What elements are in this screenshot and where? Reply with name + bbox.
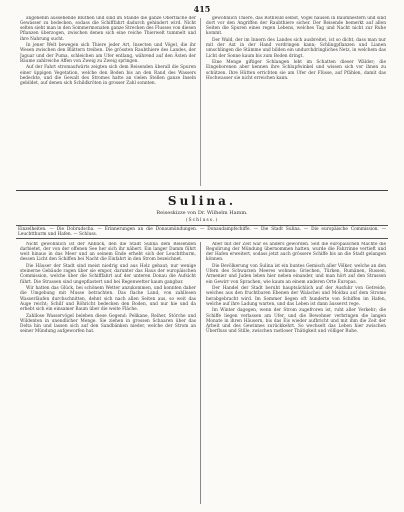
paragraph: Auf der Fahrt stromaufwärts zeigten sich dem Reisenden überall die Spuren einer üppigen Vegetation, welche den Boden bis an den Rand des Wassers bedeckte, und die Gewalt des Stromes hatte an vielen Stellen ganze Inseln gebildet, auf denen sich Schildkröten in grosser Zahl sonnten. bbox=[20, 65, 196, 86]
top-left-column bbox=[20, 16, 196, 186]
top-right-column bbox=[206, 16, 386, 186]
page-number: 415 bbox=[193, 4, 211, 14]
paragraph: Nicht gewöhnlich ist der Anblick, den die Stadt Sulina dem Reisenden darbietet, der von der offenen See her sich ihr nähert. Ein langer Damm führt weit hinaus in das Meer und an seinem Ende erhebt sich der Leuchtthurm, dessen Licht den Schiffen bei Nacht die Einfahrt in den Strom bezeichnet. bbox=[20, 242, 196, 263]
paragraph: Im Winter dagegen, wenn der Strom zugefroren ist, ruht aller Verkehr; die Schiffe liegen verlassen am Ufer, und die Bewohner verbringen die langen Monate in ihren Häusern, bis das Eis wieder aufbricht und mit ihm die Zeit der Arbeit und des Gewinnes zurückkehrt. So wechselt das Leben hier zwischen Überfluss und Stille, zwischen rastloser Thätigkeit und völliger Ruhe. bbox=[206, 308, 386, 334]
paragraph: angenehm aussehende Blüthen und sind im Stande die ganze Oberfläche der Gewässer zu bedecken, sodass die Schifffahrt dadurch gehindert wird. Nicht selten sieht man in den Sommermonaten ganze Strecken des Flusses von diesen Pflanzen überzogen, zwischen denen sich eine reiche Thierwelt tummelt und ihre Nahrung sucht. bbox=[20, 16, 196, 42]
column-divider bbox=[200, 18, 201, 186]
contents-summary: Einzelheiten. — Die Dobrudscha. — Erinnerungen an die Donaumündungen. — Donaudampfschiffe. — Die Stadt Sulina. — Die europäische Commission. — Leuchtthurm und Hafen. — Schluss. bbox=[18, 227, 386, 238]
paragraph: Der Wald, der im Innern des Landes sich ausbreitet, ist so dicht, dass man nur mit der Axt in der Hand vordringen kann; Schlingpflanzen und Lianen umschlingen die Stämme und bilden ein undurchdringliches Netz, in welchem das Licht der Sonne kaum bis zum Boden dringt. bbox=[206, 38, 386, 59]
article-title: Sulina. bbox=[167, 194, 237, 208]
paragraph: Die Häuser der Stadt sind meist niedrig und aus Holz gebaut; nur wenige steinerne Gebäude ragen über sie empor, darunter das Haus der europäischen Commission, welche über die Schifffahrt auf der unteren Donau die Aufsicht führt. Die Strassen sind ungepflastert und bei Regenwetter kaum gangbar. bbox=[20, 264, 196, 285]
paragraph: Der Handel der Stadt beruht hauptsächlich auf der Ausfuhr von Getreide, welches aus den fruchtbaren Ebenen der Walachei und Moldau auf dem Strome herabgebracht wird. Im Sommer liegen oft hunderte von Schiffen im Hafen, welche auf ihre Ladung warten, und das Leben ist dann äusserst rege. bbox=[206, 286, 386, 307]
section-mark: (Schluss.) bbox=[185, 218, 219, 223]
paragraph: In jener Welt bewegen sich Thiere jeder Art, Insecten und Vögel, die ihr Wesen zwischen den Blättern treiben. Die grössten Raubthiere des Landes, der Jaguar und der Puma, schleichen am Ufer entlang, während auf den Ästen der Bäume zahlreiche Affen von Zweig zu Zweig springen. bbox=[20, 43, 196, 64]
bottom-right-column bbox=[206, 242, 386, 506]
horizontal-rule bbox=[16, 238, 388, 239]
article-byline: Reiseskizze von Dr. Wilhelm Hamm. bbox=[156, 210, 248, 216]
horizontal-rule bbox=[16, 225, 388, 226]
paragraph: gewöhnlich Thiere, das Rothwild selbst, Vögel hausen in Baumnestern und sind dort vor den Angriffen der Raubthiere sicher. Der Reisende bemerkt auf allen Seiten die Spuren eines regen Lebens, welches Tag und Nacht nicht zur Ruhe kommt. bbox=[206, 16, 386, 37]
paragraph: Zahllose Wasservögel beleben diese Gegend: Pelikane, Reiher, Störche und Wildenten in unendlicher Menge. Sie ziehen in grossen Schaaren über das Delta hin und lassen sich auf den Sandbänken nieder, welche der Strom an seiner Mündung aufgeworfen hat. bbox=[20, 313, 196, 334]
horizontal-rule bbox=[16, 190, 388, 191]
paragraph: Die Bevölkerung von Sulina ist ein buntes Gemisch aller Völker, welche an den Ufern des Schwarzen Meeres wohnen: Griechen, Türken, Rumänen, Russen, Armenier und Juden leben hier neben einander, und man hört auf den Strassen ein Gewirr von Sprachen, wie kaum an einem anderen Orte Europas. bbox=[206, 264, 386, 285]
bottom-left-column bbox=[20, 242, 196, 506]
column-divider bbox=[200, 242, 201, 504]
paragraph: Aber mit der Zeit war es anders geworden. Seit die europäischen Mächte die Regulirung der Mündung übernommen hatten, wurde die Fahrrinne vertieft und der Hafen erweitert, sodass jetzt auch grössere Schiffe bis an die Stadt gelangen können. bbox=[206, 242, 386, 263]
paragraph: Wir hatten das Glück, bei schönem Wetter anzukommen, und konnten daher die Umgebung mit Musse betrachten. Das flache Land, von zahllosen Wasserläufen durchschnitten, dehnt sich nach allen Seiten aus, so weit das Auge reicht; Schilf und Röhricht bedecken den Boden, und nur hie und da erhebt sich ein einsamer Baum über die weite Fläche. bbox=[20, 286, 196, 312]
paragraph: Eine Menge giftiger Schlangen lebt im Schatten dieser Wälder; die Eingeborenen aber kennen ihre Schlupfwinkel und wissen sich vor ihnen zu schützen. Ihre Hütten errichten sie am Ufer der Flüsse, auf Pfählen, damit das Hochwasser sie nicht erreichen kann. bbox=[206, 60, 386, 81]
